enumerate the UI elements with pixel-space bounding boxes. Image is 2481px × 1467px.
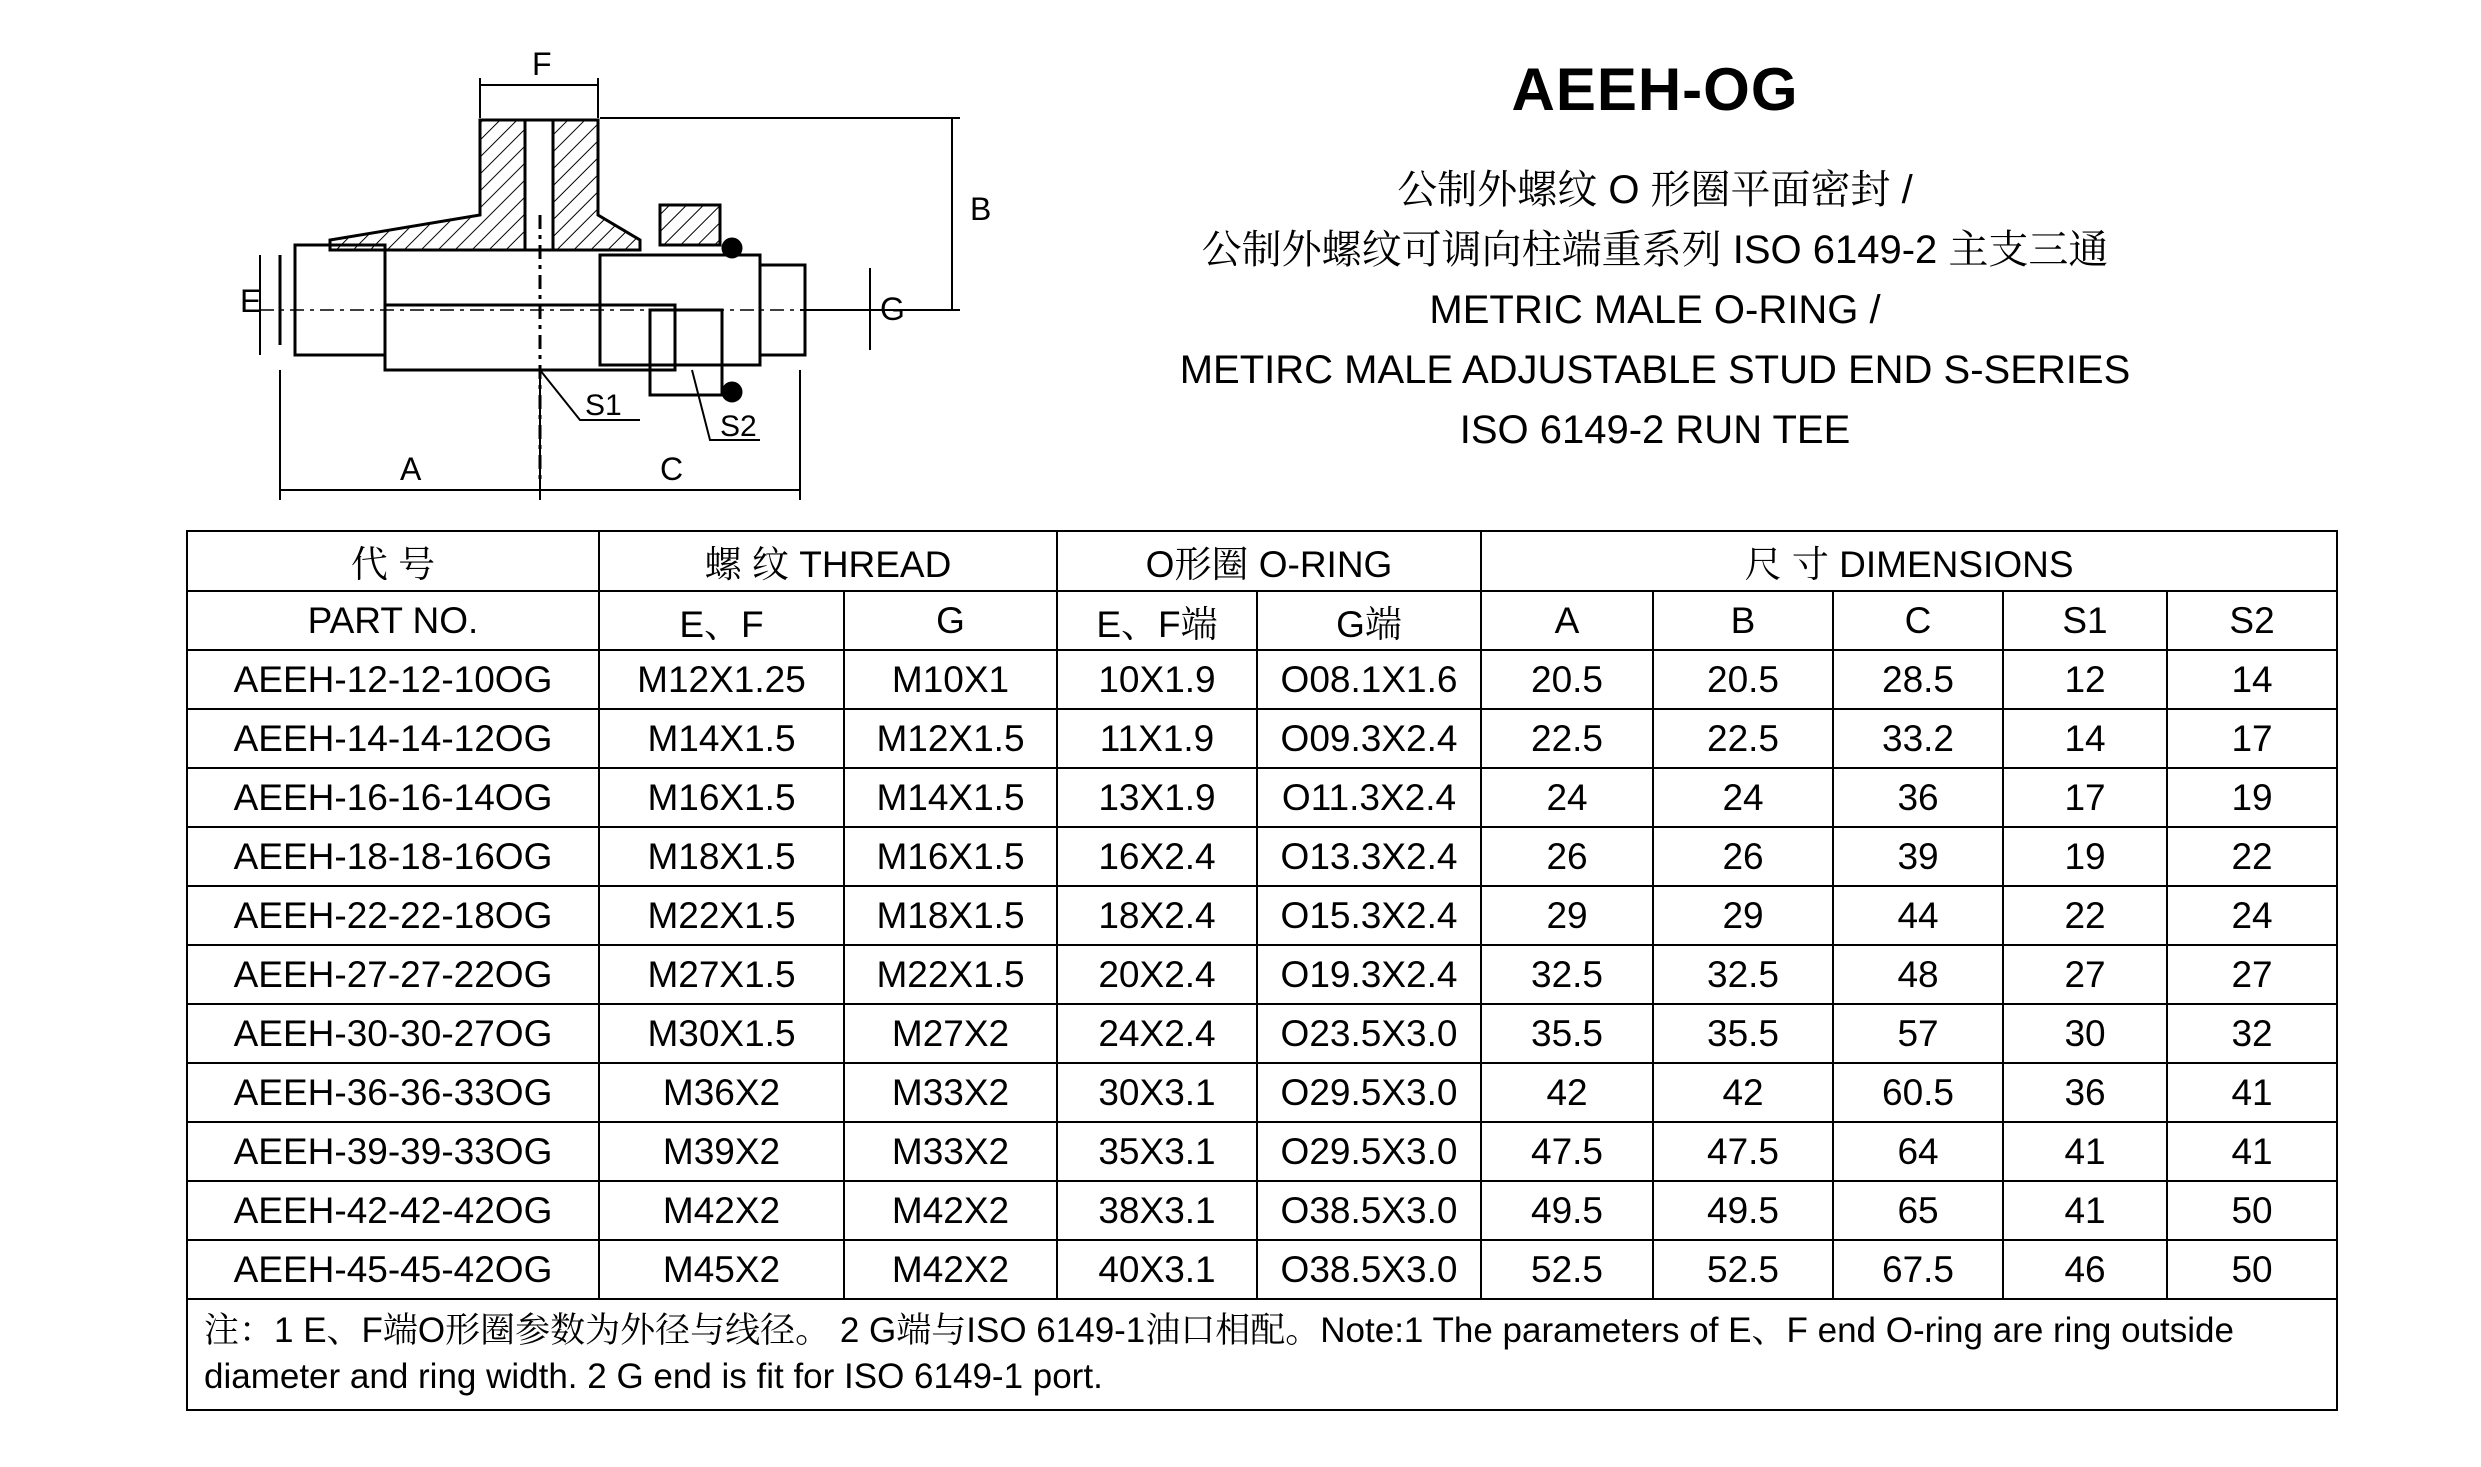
cell-dim-b: 24 xyxy=(1653,768,1833,827)
cell-thread-ef: M18X1.5 xyxy=(599,827,844,886)
cell-oring-ef: 11X1.9 xyxy=(1057,709,1257,768)
cell-dim-a: 24 xyxy=(1481,768,1653,827)
cell-dim-s2: 32 xyxy=(2167,1004,2337,1063)
cell-part-no: AEEH-42-42-42OG xyxy=(187,1181,599,1240)
cell-oring-ef: 18X2.4 xyxy=(1057,886,1257,945)
cell-dim-a: 26 xyxy=(1481,827,1653,886)
cell-oring-g: O15.3X2.4 xyxy=(1257,886,1481,945)
cell-dim-a: 22.5 xyxy=(1481,709,1653,768)
cell-part-no: AEEH-30-30-27OG xyxy=(187,1004,599,1063)
cell-oring-g: O09.3X2.4 xyxy=(1257,709,1481,768)
table-header-row-1 xyxy=(187,531,2337,591)
cell-dim-c: 57 xyxy=(1833,1004,2003,1063)
cell-thread-g: M33X2 xyxy=(844,1122,1057,1181)
subtitle-line-4: METIRC MALE ADJUSTABLE STUD END S-SERIES xyxy=(1179,348,2131,392)
table-row xyxy=(187,1004,2337,1063)
cell-part-no: AEEH-39-39-33OG xyxy=(187,1122,599,1181)
cell-dim-s1: 17 xyxy=(2003,768,2167,827)
cell-dim-a: 49.5 xyxy=(1481,1181,1653,1240)
cell-oring-ef: 20X2.4 xyxy=(1057,945,1257,1004)
table-row xyxy=(187,1063,2337,1122)
cell-dim-s1: 12 xyxy=(2003,650,2167,709)
cell-dim-s1: 41 xyxy=(2003,1122,2167,1181)
spec-table xyxy=(186,530,2338,1411)
cell-oring-g: O29.5X3.0 xyxy=(1257,1122,1481,1181)
cell-thread-ef: M36X2 xyxy=(599,1063,844,1122)
cell-dim-s2: 50 xyxy=(2167,1240,2337,1299)
table-row xyxy=(187,1122,2337,1181)
cell-dim-a: 29 xyxy=(1481,886,1653,945)
header-b: B xyxy=(1653,591,1833,650)
header-dimensions: 尺 寸 DIMENSIONS xyxy=(1481,531,2337,591)
table-header-row-2 xyxy=(187,591,2337,650)
header-s2: S2 xyxy=(2167,591,2337,650)
cell-dim-s2: 19 xyxy=(2167,768,2337,827)
cell-oring-ef: 30X3.1 xyxy=(1057,1063,1257,1122)
cell-oring-ef: 10X1.9 xyxy=(1057,650,1257,709)
table-row xyxy=(187,1181,2337,1240)
cell-thread-ef: M42X2 xyxy=(599,1181,844,1240)
header-part-no-cn: 代 号 xyxy=(187,531,599,591)
cell-dim-s1: 19 xyxy=(2003,827,2167,886)
cell-dim-b: 49.5 xyxy=(1653,1181,1833,1240)
cell-thread-ef: M14X1.5 xyxy=(599,709,844,768)
cell-dim-c: 44 xyxy=(1833,886,2003,945)
cell-dim-b: 35.5 xyxy=(1653,1004,1833,1063)
cell-dim-b: 52.5 xyxy=(1653,1240,1833,1299)
cell-oring-ef: 35X3.1 xyxy=(1057,1122,1257,1181)
cell-dim-a: 20.5 xyxy=(1481,650,1653,709)
cell-dim-s1: 22 xyxy=(2003,886,2167,945)
cell-oring-g: O29.5X3.0 xyxy=(1257,1063,1481,1122)
cell-thread-g: M18X1.5 xyxy=(844,886,1057,945)
cell-thread-ef: M45X2 xyxy=(599,1240,844,1299)
header-ef: E、F xyxy=(599,591,844,650)
cell-thread-ef: M30X1.5 xyxy=(599,1004,844,1063)
dim-label-s1: S1 xyxy=(585,389,622,422)
cell-dim-s1: 41 xyxy=(2003,1181,2167,1240)
cell-dim-s2: 22 xyxy=(2167,827,2337,886)
cell-oring-g: O11.3X2.4 xyxy=(1257,768,1481,827)
header-g: G xyxy=(844,591,1057,650)
note-row xyxy=(187,1299,2337,1410)
cell-thread-ef: M12X1.25 xyxy=(599,650,844,709)
dim-label-a: A xyxy=(400,451,422,487)
table-row xyxy=(187,709,2337,768)
title-block xyxy=(1090,56,2220,470)
cell-part-no: AEEH-16-16-14OG xyxy=(187,768,599,827)
cell-dim-b: 29 xyxy=(1653,886,1833,945)
cell-dim-s2: 27 xyxy=(2167,945,2337,1004)
cell-oring-ef: 24X2.4 xyxy=(1057,1004,1257,1063)
cell-dim-c: 48 xyxy=(1833,945,2003,1004)
header-a: A xyxy=(1481,591,1653,650)
cell-part-no: AEEH-14-14-12OG xyxy=(187,709,599,768)
cell-part-no: AEEH-36-36-33OG xyxy=(187,1063,599,1122)
cell-dim-b: 22.5 xyxy=(1653,709,1833,768)
header-oring: O形圈 O-RING xyxy=(1057,531,1481,591)
cell-thread-g: M42X2 xyxy=(844,1181,1057,1240)
cell-dim-s2: 50 xyxy=(2167,1181,2337,1240)
cell-part-no: AEEH-22-22-18OG xyxy=(187,886,599,945)
cell-oring-g: O38.5X3.0 xyxy=(1257,1240,1481,1299)
cell-dim-b: 47.5 xyxy=(1653,1122,1833,1181)
cell-oring-g: O38.5X3.0 xyxy=(1257,1181,1481,1240)
cell-thread-g: M27X2 xyxy=(844,1004,1057,1063)
cell-oring-ef: 16X2.4 xyxy=(1057,827,1257,886)
cell-dim-c: 60.5 xyxy=(1833,1063,2003,1122)
cell-part-no: AEEH-18-18-16OG xyxy=(187,827,599,886)
cell-oring-ef: 38X3.1 xyxy=(1057,1181,1257,1240)
cell-thread-g: M14X1.5 xyxy=(844,768,1057,827)
cell-dim-c: 39 xyxy=(1833,827,2003,886)
cell-oring-ef: 40X3.1 xyxy=(1057,1240,1257,1299)
cell-thread-ef: M22X1.5 xyxy=(599,886,844,945)
cell-oring-g: O23.5X3.0 xyxy=(1257,1004,1481,1063)
cell-dim-c: 64 xyxy=(1833,1122,2003,1181)
cell-dim-s1: 30 xyxy=(2003,1004,2167,1063)
cell-dim-c: 65 xyxy=(1833,1181,2003,1240)
cell-thread-g: M22X1.5 xyxy=(844,945,1057,1004)
cell-dim-s1: 27 xyxy=(2003,945,2167,1004)
cell-dim-s2: 24 xyxy=(2167,886,2337,945)
cell-dim-s2: 17 xyxy=(2167,709,2337,768)
cell-thread-g: M42X2 xyxy=(844,1240,1057,1299)
dim-label-s2: S2 xyxy=(720,410,757,443)
cell-dim-b: 32.5 xyxy=(1653,945,1833,1004)
cell-part-no: AEEH-45-45-42OG xyxy=(187,1240,599,1299)
spec-table-body xyxy=(187,650,2337,1299)
cell-dim-b: 20.5 xyxy=(1653,650,1833,709)
header-s1: S1 xyxy=(2003,591,2167,650)
table-row xyxy=(187,945,2337,1004)
cell-dim-s1: 46 xyxy=(2003,1240,2167,1299)
cell-dim-a: 35.5 xyxy=(1481,1004,1653,1063)
cell-oring-g: O08.1X1.6 xyxy=(1257,650,1481,709)
cell-dim-c: 67.5 xyxy=(1833,1240,2003,1299)
cell-part-no: AEEH-27-27-22OG xyxy=(187,945,599,1004)
cell-dim-c: 28.5 xyxy=(1833,650,2003,709)
cell-thread-g: M33X2 xyxy=(844,1063,1057,1122)
dim-label-b: B xyxy=(970,191,992,227)
cell-dim-s2: 14 xyxy=(2167,650,2337,709)
table-row xyxy=(187,768,2337,827)
cell-dim-a: 47.5 xyxy=(1481,1122,1653,1181)
header-c: C xyxy=(1833,591,2003,650)
cell-dim-c: 33.2 xyxy=(1833,709,2003,768)
table-note: 注：1 E、F端O形圈参数为外径与线径。 2 G端与ISO 6149-1油口相配。Note:1 The parameters of E、F end O-ring are ring outside diameter and ring width. 2 G end is fit for ISO 6149-1 port. xyxy=(187,1299,2337,1410)
cell-thread-ef: M16X1.5 xyxy=(599,768,844,827)
cell-dim-s2: 41 xyxy=(2167,1063,2337,1122)
cell-dim-c: 36 xyxy=(1833,768,2003,827)
cell-dim-a: 32.5 xyxy=(1481,945,1653,1004)
page-title: AEEH-OG xyxy=(1511,56,1799,123)
cell-oring-g: O19.3X2.4 xyxy=(1257,945,1481,1004)
table-row xyxy=(187,886,2337,945)
subtitle-line-1: 公制外螺纹 O 形圈平面密封 / xyxy=(1397,168,1913,212)
run-tee-drawing xyxy=(240,40,1000,510)
cell-thread-ef: M27X1.5 xyxy=(599,945,844,1004)
cell-thread-ef: M39X2 xyxy=(599,1122,844,1181)
cell-dim-a: 42 xyxy=(1481,1063,1653,1122)
cell-dim-b: 42 xyxy=(1653,1063,1833,1122)
cell-oring-g: O13.3X2.4 xyxy=(1257,827,1481,886)
cell-dim-s1: 14 xyxy=(2003,709,2167,768)
header-thread: 螺 纹 THREAD xyxy=(599,531,1057,591)
cell-dim-a: 52.5 xyxy=(1481,1240,1653,1299)
header-ef-end: E、F端 xyxy=(1057,591,1257,650)
dim-label-f: F xyxy=(532,46,552,82)
cell-part-no: AEEH-12-12-10OG xyxy=(187,650,599,709)
cell-thread-g: M16X1.5 xyxy=(844,827,1057,886)
dim-label-c: C xyxy=(660,451,684,487)
cell-dim-s2: 41 xyxy=(2167,1122,2337,1181)
cell-oring-ef: 13X1.9 xyxy=(1057,768,1257,827)
dim-label-e: E xyxy=(240,283,262,319)
subtitle-line-3: METRIC MALE O-RING / xyxy=(1429,288,1881,332)
cell-dim-s1: 36 xyxy=(2003,1063,2167,1122)
cell-thread-g: M10X1 xyxy=(844,650,1057,709)
dim-label-g: G xyxy=(880,291,905,327)
table-row xyxy=(187,650,2337,709)
subtitle-line-2: 公制外螺纹可调向柱端重系列 ISO 6149-2 主支三通 xyxy=(1201,228,2109,272)
cell-thread-g: M12X1.5 xyxy=(844,709,1057,768)
cell-dim-b: 26 xyxy=(1653,827,1833,886)
header-g-end: G端 xyxy=(1257,591,1481,650)
header-part-no: PART NO. xyxy=(187,591,599,650)
table-row xyxy=(187,1240,2337,1299)
subtitle-line-5: ISO 6149-2 RUN TEE xyxy=(1459,408,1851,452)
table-row xyxy=(187,827,2337,886)
